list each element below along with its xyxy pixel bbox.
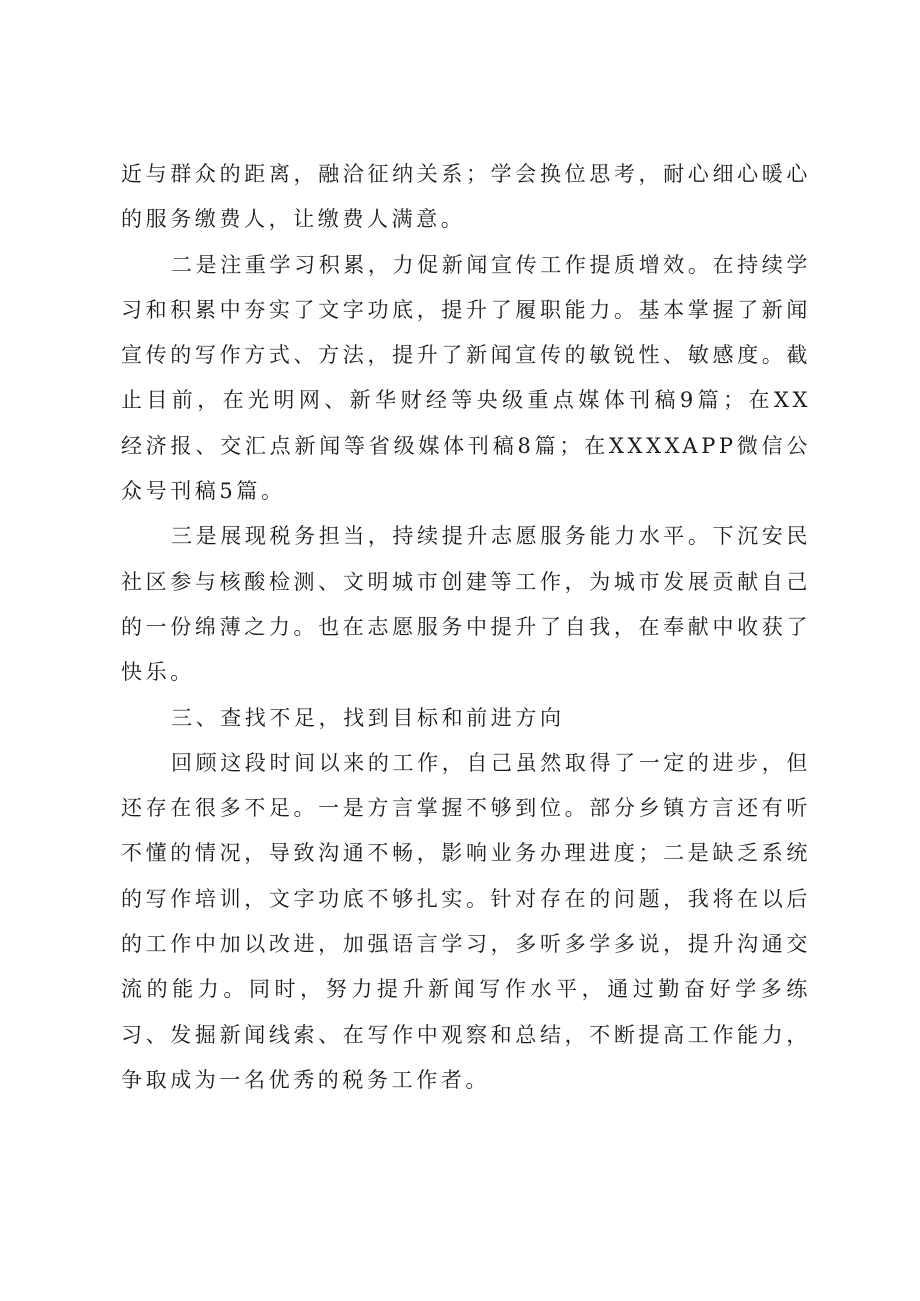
paragraph-continuation: 近与群众的距离，融洽征纳关系；学会换位思考，耐心细心暖心的服务缴费人，让缴费人满意。 xyxy=(121,162,811,232)
section-heading: 三、查找不足，找到目标和前进方向 xyxy=(171,705,565,730)
paragraph-shortcomings: 回顾这段时间以来的工作，自己虽然取得了一定的进步，但还存在很多不足。一是方言掌握不够到位。部分乡镇方言还有听不懂的情况，导致沟通不畅，影响业务办理进度；二是缺乏系统的写作培训，文字功底不够扎实。针对存在的问题，我将在以后的工作中加以改进，加强语言学习，多听多学多说，提升沟通交流的能力。同时，努力提升新闻写作水平，通过勤奋好学多练习、发掘新闻线索、在写作中观察和总结，不断提高工作能力，争取成为一名优秀的税务工作者。 xyxy=(121,750,811,1092)
paragraph-news-publicity: 二是注重学习积累，力促新闻宣传工作提质增效。在持续学习和积累中夯实了文字功底，提升了履职能力。基本掌握了新闻宣传的写作方式、方法，提升了新闻宣传的敏锐性、敏感度。截止目前，在光明网、新华财经等央级重点媒体刊稿9篇；在XX经济报、交汇点新闻等省级媒体刊稿8篇；在XXXXAPP微信公众号刊稿5篇。 xyxy=(121,252,811,504)
paragraph-volunteer-service: 三是展现税务担当，持续提升志愿服务能力水平。下沉安民社区参与核酸检测、文明城市创建等工作，为城市发展贡献自己的一份绵薄之力。也在志愿服务中提升了自我，在奉献中收获了快乐。 xyxy=(121,524,811,685)
document-body xyxy=(121,152,811,1103)
